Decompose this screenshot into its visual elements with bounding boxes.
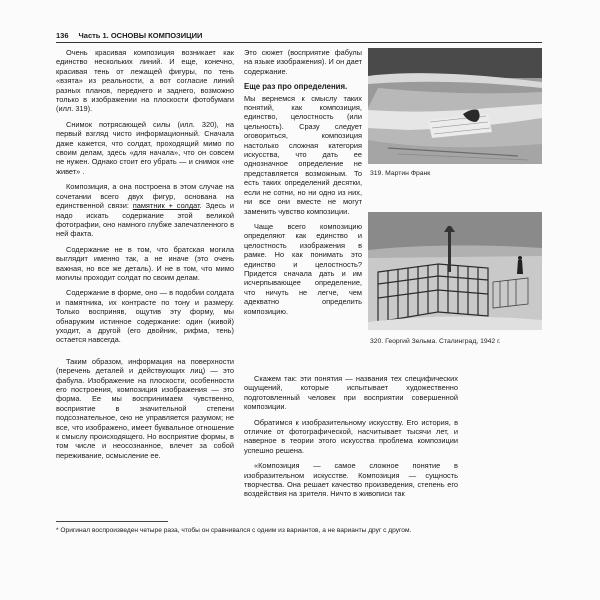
underlined-phrase: памятник + солдат	[132, 201, 200, 211]
figure-319-photo	[368, 48, 542, 164]
paragraph: Это сюжет (восприятие фабулы на языке изображения). И он дает содержание.	[244, 48, 362, 76]
paragraph: Чаще всего композицию определяют как единство и целостность изображения в рамке. Но как понимать это единство и целостность? Придется сначала дать и им исчерпывающее определение, что ничуть не легче, чем адекватно определить композицию.	[244, 221, 362, 316]
figure-319-caption: 319. Мартин Франк	[370, 170, 431, 177]
paragraph: Содержание в форме, оно — в подобии солдата и памятника, их контрасте по тону и размеру. Только восприняв, ощутив эту форму, мы обнаружим истинное содержание: один (живой) уходит, а другой (его двойник, рифма, тень) остается навсегда.	[56, 288, 234, 345]
paragraph: Скажем так: эти понятия — названия тех специфических ощущений, которые испытывает художественно подготовленный человек при восприятии совершенной композиции.	[244, 374, 458, 412]
paragraph: Композиция, а она построена в этом случае на сочетании всего двух фигур, основана на единственной связи: памятник + солдат. Здесь и надо искать содержание этой великой фотографии, оно намного глубже запечатленного в ней факта.	[56, 182, 234, 239]
paragraph: «Композиция — самое сложное понятие в изобразительном искусстве. Композиция — сущность творчества. Она решает качество произведения, степень его воздействия на зрителя. Ничто в живописи так	[244, 461, 458, 499]
section-heading: Еще раз про определения.	[244, 82, 348, 92]
running-header	[56, 30, 542, 40]
text-column-middle	[244, 48, 362, 322]
chapter-title: Часть 1. ОСНОВЫ КОМПОЗИЦИИ	[78, 31, 203, 40]
paragraph: Содержание не в том, что братская могила выглядит именно так, а не иначе (это очень важная, но все же деталь). И не в том, что мимо могилы проходит солдат по своим делам.	[56, 244, 234, 282]
text-column-left	[56, 48, 234, 466]
paragraph: Таким образом, информация на поверхности (перечень деталей и действующих лиц) — это фабула. Изображение на плоскости, особенности его построения, композиция изображения — это форма. Ее мы воспринимаем чувственно, восприятие в значительной степени подсознательное, оно не управляется разумом; не все, что изображено, имеет буквальное отношение к смыслу происходящего. Но восприятие формы, в том числе и неосознанное, влечет за собой переживание, осмысление ее.	[56, 356, 234, 460]
paragraph: Обратимся к изобразительному искусству. Его история, в отличие от фотографической, насчитывает тысячи лет, и наверное в теории этого искусства проблема композиции успешно решена.	[244, 417, 458, 455]
header-divider	[56, 42, 542, 43]
paragraph: Очень красивая композиция возникает как единство нескольких линий. И еще, конечно, красивая тень от лежащей фигуры, по тень «взята» из реальности, а вот согласие линий разных планов, переднего и заднего, возможно только в изображении на плоскости фотобумаги (илл. 319).	[56, 48, 234, 114]
figure-320-caption: 320. Георгий Зельма. Сталинград, 1942 г.	[370, 338, 501, 345]
footnote: * Оригинал воспроизведен четыре раза, чтобы он сравнивался с одним из вариантов, а не варианты друг с другом.	[56, 527, 412, 534]
footnote-divider	[56, 521, 168, 522]
text-column-lower	[244, 374, 458, 505]
pool-photo-image	[368, 48, 542, 164]
stalingrad-photo-image	[368, 212, 542, 330]
page-number: 136	[56, 31, 69, 40]
paragraph: Снимок потрясающей силы (илл. 320), на первый взгляд чисто информационный. Сначала даже кажется, что солдат, проходящий мимо по своим делам, здесь «для начала», что он совсем не нужен. Однако стоит его убрать — и снимок «не живет» .	[56, 119, 234, 176]
paragraph: Мы вернемся к смыслу таких понятий, как композиция, единство, целостность (или цельность). Сразу следует оговориться, композиция настолько сложная категория искусства, что дать ее однозначное определение не представляется возможным. То есть таких определений десятки, если не сотни, но ни одно из них, ни все они вместе не могут заменить чувство композиции.	[244, 93, 362, 216]
figure-320-photo	[368, 212, 542, 330]
